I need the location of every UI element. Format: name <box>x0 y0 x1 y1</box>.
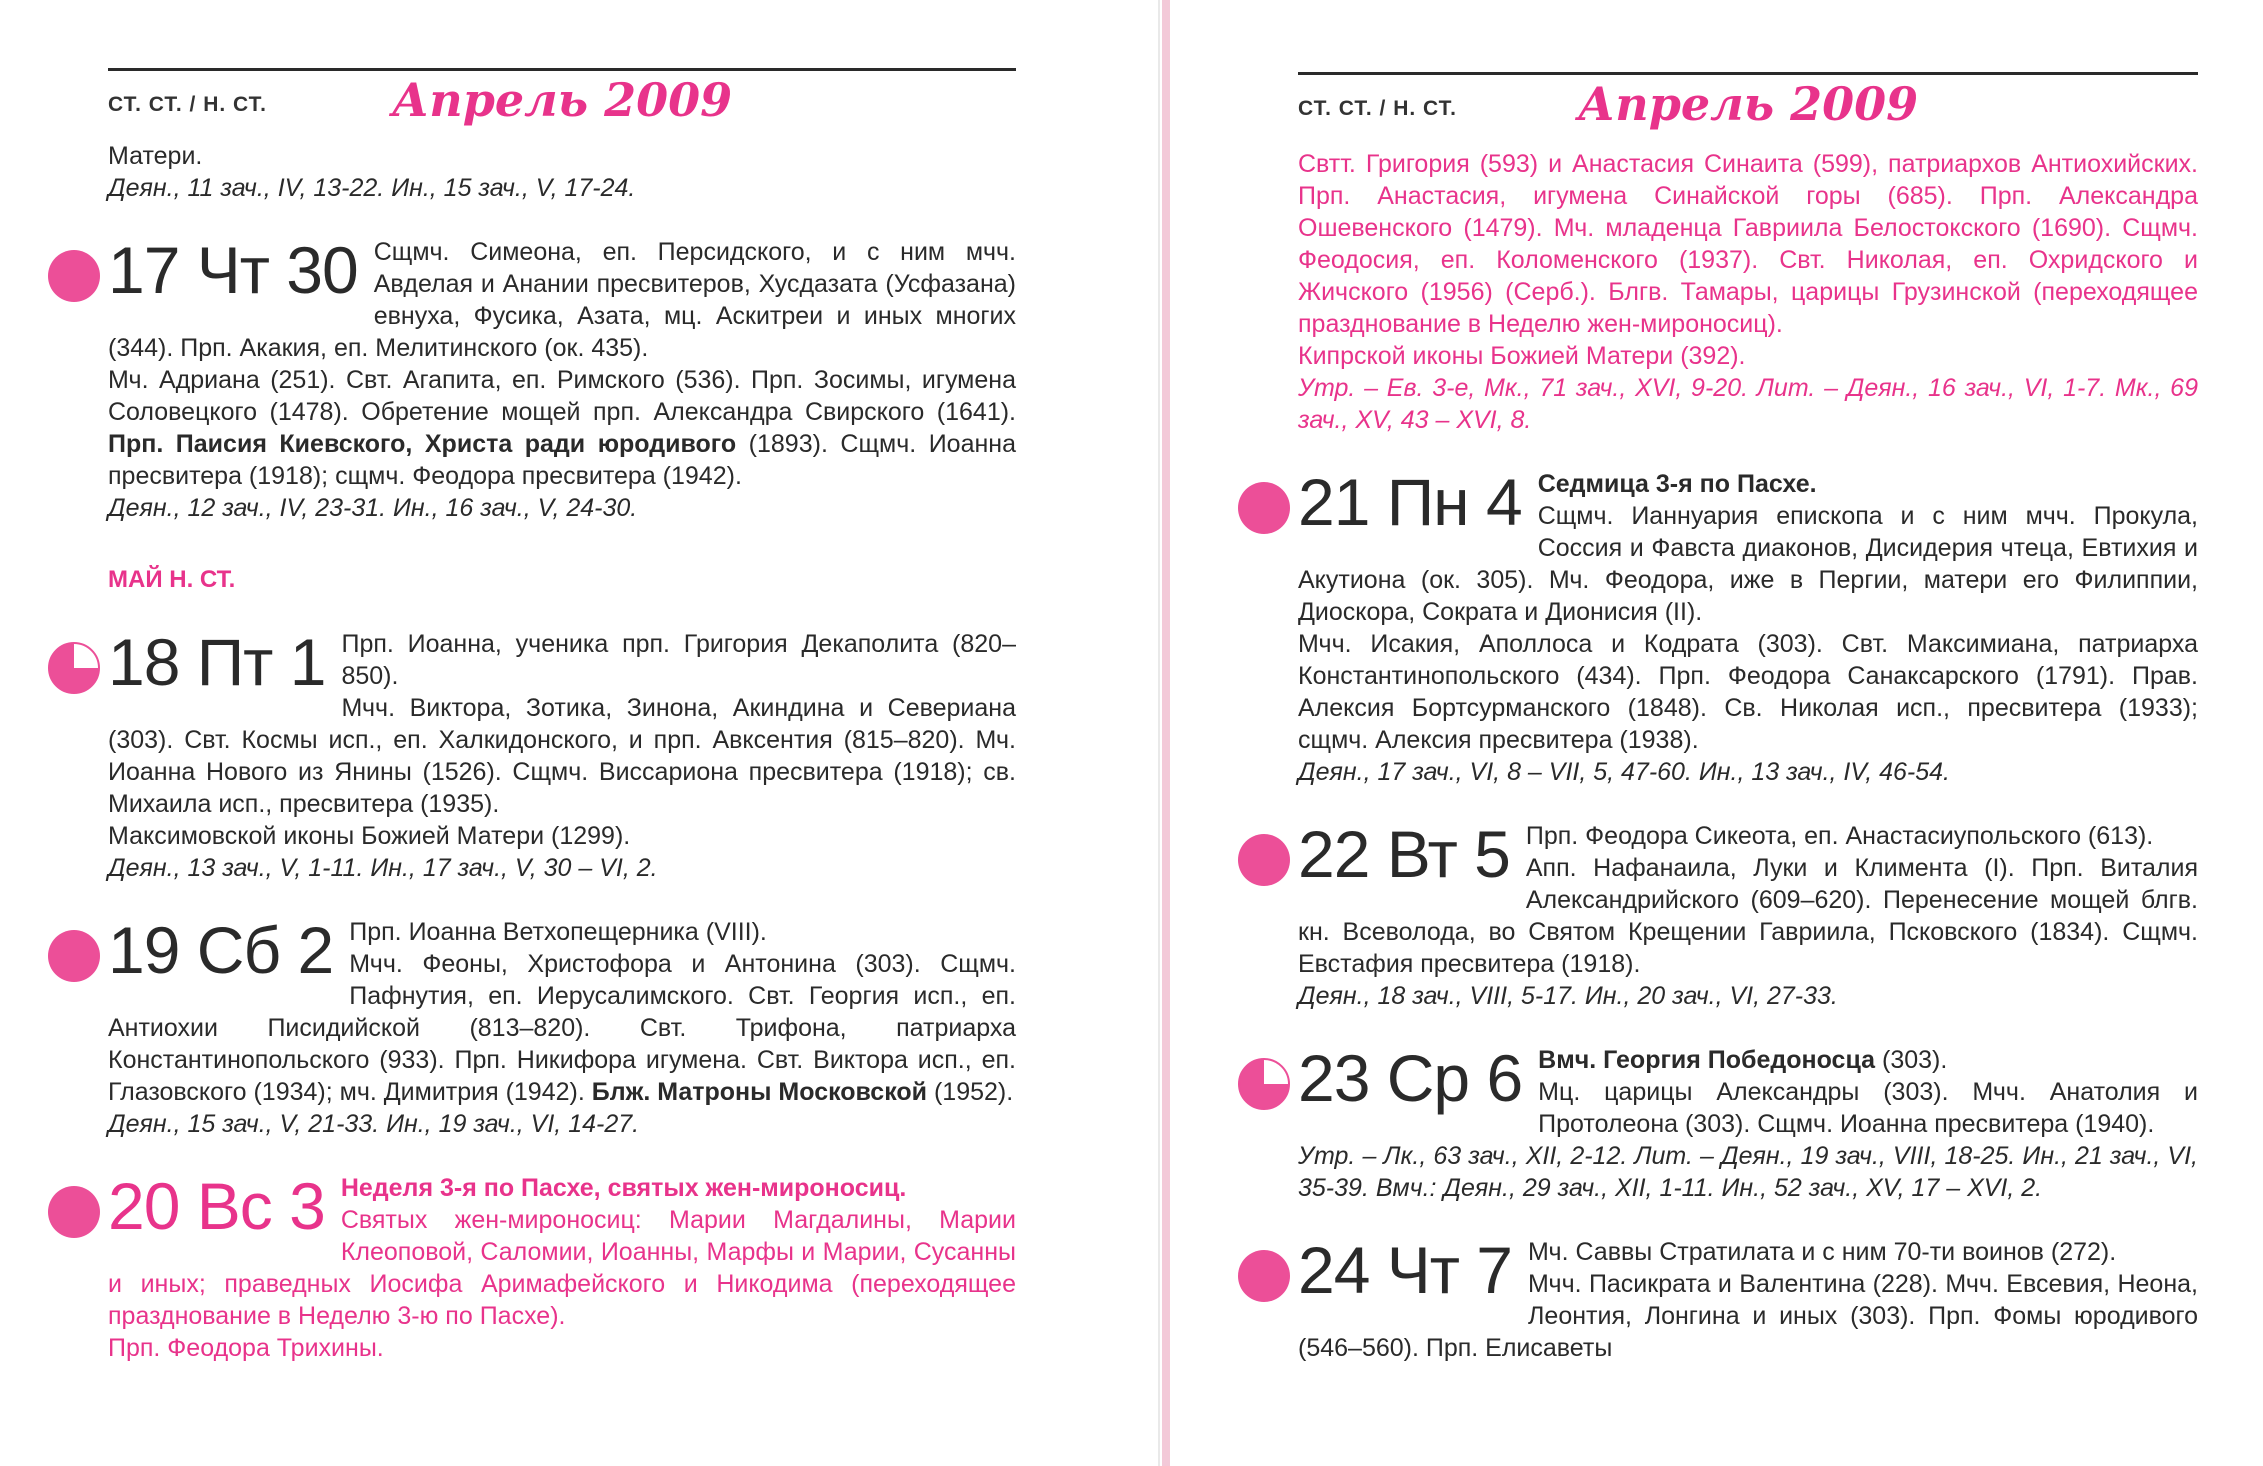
feast-title: Седмица 3-я по Пасхе. <box>1537 470 1817 498</box>
scripture-reading: Утр. – Лк., 63 зач., XII, 2-12. Лит. – Деян., 19 зач., VIII, 18-25. Ин., 21 зач., VI, 35-39. Вмч.: Деян., 29 зач., XII, 1-11. Ин., 52 зач., XV, 17 – XVI, 2. <box>1298 1142 2198 1202</box>
commemoration-text: Мц. царицы Александры (303). Мчч. Анатолия и Протолеона (303). Сщмч. Иоанна пресвитера (1940). <box>1538 1078 2198 1138</box>
day-entry-19 <box>108 884 1016 1140</box>
page-body <box>1298 148 2198 1364</box>
scripture-reading: Деян., 11 зач., IV, 13-22. Ин., 15 зач., V, 17-24. <box>108 174 636 202</box>
feast-rank-dot <box>48 1186 100 1238</box>
commemoration-text: Мч. Саввы Стратилата и с ним 70-ти воинов (272). <box>1528 1238 2117 1266</box>
continued-text: Матери. <box>108 142 203 170</box>
day-entry-20 <box>108 1140 1016 1364</box>
commemoration-text-part: (1952). <box>927 1078 1014 1106</box>
commemoration-text <box>108 364 1016 492</box>
day-entry-21 <box>1298 436 2198 788</box>
page-header <box>1298 72 2198 141</box>
feast-highlight: Вмч. Георгия Победоносца <box>1538 1046 1876 1074</box>
page-header <box>108 68 1016 137</box>
feast-highlight: Прп. Паисия Киевского, Христа ради юродивого <box>108 430 737 458</box>
commemoration-text: Прп. Феодора Трихины. <box>108 1334 384 1362</box>
month-title: Апрель 2009 <box>1577 77 1919 131</box>
day-date: 17 Чт 30 <box>108 233 358 307</box>
commemoration-text: Прп. Иоанна Ветхопещерника (VIII). <box>349 918 767 946</box>
day-entry-22 <box>1298 788 2198 1012</box>
month-title: Апрель 2009 <box>391 73 733 127</box>
feast-rank-dot <box>1238 834 1290 886</box>
feast-rank-dot <box>48 250 100 302</box>
day-entry-18 <box>108 596 1016 884</box>
continued-entry <box>1298 148 2198 436</box>
feast-rank-dot <box>1238 482 1290 534</box>
scripture-reading: Деян., 12 зач., IV, 23-31. Ин., 16 зач., V, 24-30. <box>108 494 638 522</box>
commemoration-text: Сщмч. Симеона, еп. Персидского, и с ним мчч. Авделая и Анании пресвитеров, Хусдазата (Усфазана) евнуха, Фусика, Азата, мц. Аскитреи и иных многих (344). Прп. Акакия, еп. Мелитинского (ок. 435). <box>108 238 1016 362</box>
feast-highlight: Блж. Матроны Московской <box>591 1078 928 1106</box>
day-entry-24 <box>1298 1204 2198 1364</box>
commemoration-text: Святых жен-мироносиц: Марии Магдалины, Марии Клеоповой, Саломии, Иоанны, Марфы и Марии, Сусанны и иных; праведных Иосифа Аримафейского и Никодима (переходящее празднование в Неделю 3-ю по Пасхе). <box>108 1206 1016 1330</box>
day-date: 24 Чт 7 <box>1298 1233 1513 1307</box>
feast-title: Неделя 3-я по Пасхе, святых жен-мироносиц. <box>340 1174 907 1202</box>
day-entry-17 <box>108 204 1016 524</box>
calendar-style-label: СТ. СТ. / Н. СТ. <box>108 93 267 116</box>
commemoration-text-part: (1893). Сщмч. Иоанна пресвитера (1918); сщмч. Феодора пресвитера (1942). <box>108 430 1016 490</box>
day-date: 23 Ср 6 <box>1298 1041 1523 1115</box>
day-date: 18 Пт 1 <box>108 625 326 699</box>
scripture-reading: Деян., 13 зач., V, 1-11. Ин., 17 зач., V, 30 – VI, 2. <box>108 854 658 882</box>
commemoration-text: Мчч. Исакия, Аполлоса и Кодрата (303). Свт. Максимиана, патриарха Константинопольского (434). Прп. Феодора Санаксарского (1791). Прав. Алексия Бортсурманского (1848). Св. Николая исп., пресвитера (1933); сщмч. Алексия пресвитера (1938). <box>1298 630 2198 754</box>
commemoration-text-part: (303). <box>1875 1046 1948 1074</box>
calendar-style-label: СТ. СТ. / Н. СТ. <box>1298 97 1457 120</box>
feast-rank-pie-icon <box>48 642 100 694</box>
scripture-reading: Утр. – Ев. 3-е, Мк., 71 зач., XVI, 9-20. Лит. – Деян., 16 зач., VI, 1-7. Мк., 69 зач., XV, 43 – XVI, 8. <box>1298 374 2198 434</box>
commemoration-text: Свтт. Григория (593) и Анастасия Синаита (599), патриархов Антиохийских. Прп. Анастасия, игумена Синайской горы (685). Прп. Александра Ошевенского (1479). Мч. младенца Гавриила Белостокского (1690). Сщмч. Феодосия, еп. Коломенского (1937). Свт. Николая, еп. Охридского и Жичского (1956) (Серб.). Блгв. Тамары, царицы Грузинской (переходящее празднование в Неделю жен-мироносиц). <box>1298 150 2198 338</box>
day-date: 20 Вс 3 <box>108 1169 325 1243</box>
commemoration-text: Сщмч. Ианнуария епископа и с ним мчч. Прокула, Соссия и Фавста диаконов, Дисидерия чтеца, Евтихия и Акутиона (ок. 305). Мч. Феодора, иже в Пергии, матери его Филиппии, Диоскора, Сократа и Дионисия (II). <box>1298 502 2198 626</box>
day-entry-23 <box>1298 1012 2198 1204</box>
scripture-reading: Деян., 18 зач., VIII, 5-17. Ин., 20 зач., VI, 27-33. <box>1298 982 1838 1010</box>
scripture-reading: Деян., 15 зач., V, 21-33. Ин., 19 зач., VI, 14-27. <box>108 1110 640 1138</box>
day-date: 19 Сб 2 <box>108 913 334 987</box>
commemoration-text: Кипрской иконы Божией Матери (392). <box>1298 342 1746 370</box>
commemoration-text: Максимовской иконы Божией Матери (1299). <box>108 822 631 850</box>
feast-rank-dot <box>1238 1250 1290 1302</box>
commemoration-text: Прп. Феодора Сикеота, еп. Анастасиупольского (613). <box>1525 822 2154 850</box>
page-body <box>108 140 1016 1364</box>
new-month-label: МАЙ Н. СТ. <box>108 566 236 593</box>
commemoration-text: Мчч. Пасикрата и Валентина (228). Мчч. Евсевия, Неона, Леонтия, Лонгина и иных (303). Прп. Фомы юродивого (546–560). Прп. Елисаветы <box>1298 1270 2198 1362</box>
feast-rank-dot <box>48 930 100 982</box>
day-date: 22 Вт 5 <box>1298 817 1510 891</box>
scripture-reading: Деян., 17 зач., VI, 8 – VII, 5, 47-60. Ин., 13 зач., IV, 46-54. <box>1298 758 1950 786</box>
commemoration-text-part: Мчч. Феоны, Христофора и Антонина (303). Сщмч. Пафнутия, еп. Иерусалимского. Свт. Георгия исп., еп. Антиохии Писидийской (813–820). Свт. Трифона, патриарха Константинопольского (933). Прп. Никифора игумена. Свт. Виктора исп., еп. Глазовского (1934); мч. Димитрия (1942). <box>108 950 1016 1106</box>
commemoration-text-part: Мч. Адриана (251). Свт. Агапита, еп. Римского (536). Прп. Зосимы, игумена Соловецкого (1478). Обретение мощей прп. Александра Свирского (1641). <box>108 366 1016 426</box>
commemoration-text: Прп. Иоанна, ученика прп. Григория Декаполита (820–850). <box>341 630 1016 690</box>
gutter-line <box>1158 0 1160 1466</box>
day-date: 21 Пн 4 <box>1298 465 1522 539</box>
book-gutter <box>1162 0 1170 1466</box>
feast-rank-pie-icon <box>1238 1058 1290 1110</box>
commemoration-text: Апп. Нафанаила, Луки и Климента (I). Прп. Виталия Александрийского (609–620). Перенесение мощей блгв. кн. Всеволода, во Святом Крещении Гавриила, Псковского (1834). Сщмч. Евстафия пресвитера (1918). <box>1298 854 2198 978</box>
commemoration-text: Мчч. Виктора, Зотика, Зинона, Акиндина и Севериана (303). Свт. Космы исп., еп. Халкидонского, и прп. Авксентия (815–820). Мч. Иоанна Нового из Янины (1526). Сщмч. Виссариона пресвитера (1918); св. Михаила исп., пресвитера (1935). <box>108 694 1016 818</box>
